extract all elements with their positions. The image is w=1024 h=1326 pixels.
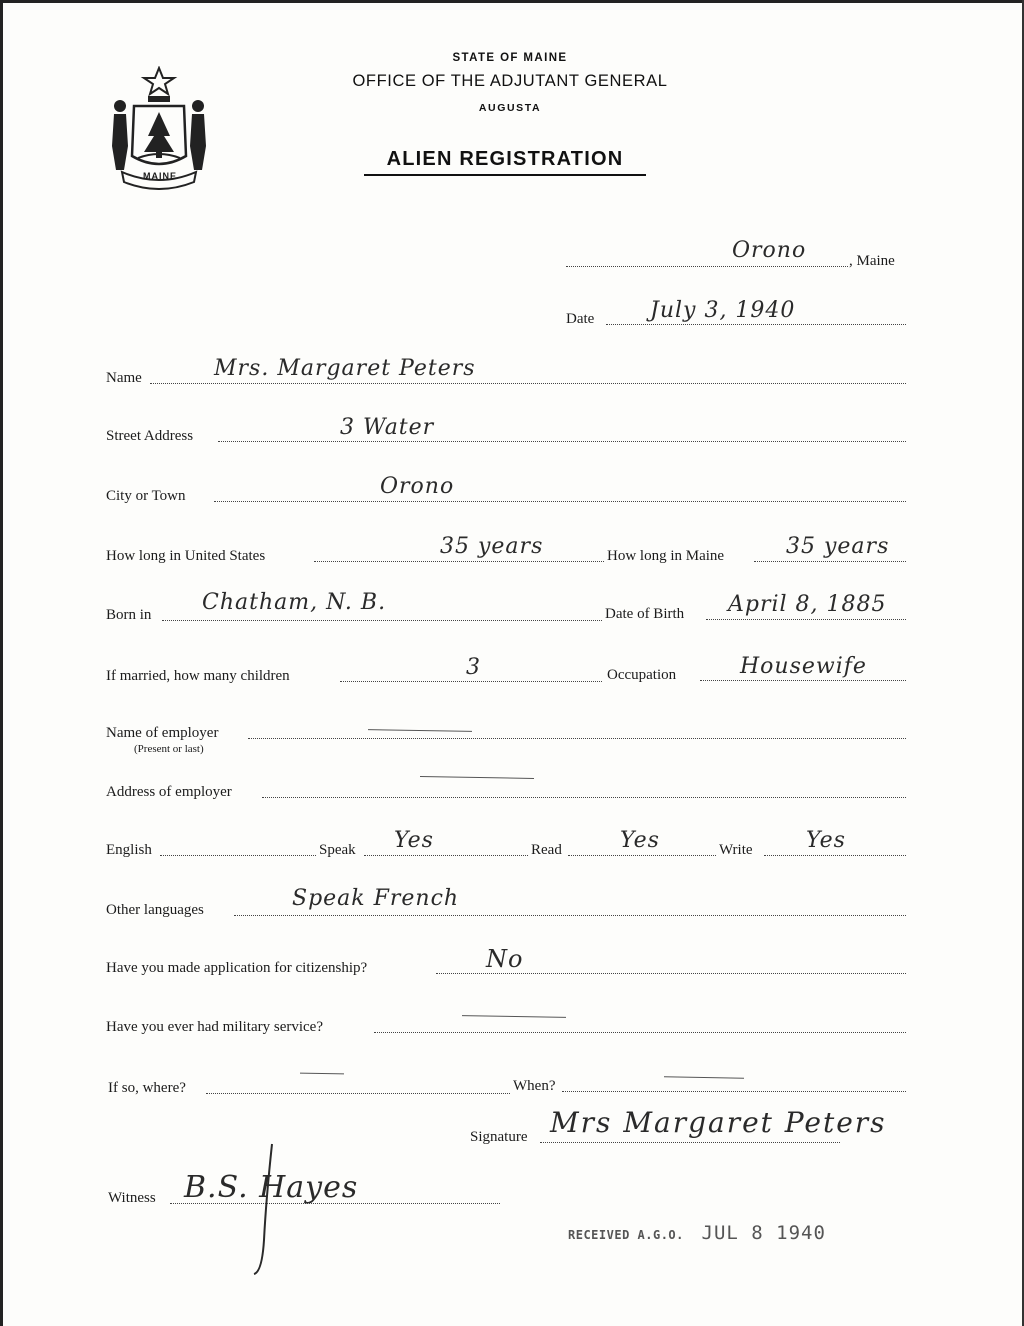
when-line <box>562 1091 906 1092</box>
where-dash <box>300 1073 344 1075</box>
maine-duration-value: 35 years <box>786 534 890 559</box>
name-label: Name <box>106 370 142 386</box>
witness-label: Witness <box>108 1190 156 1206</box>
other-languages-value: Speak French <box>292 886 460 911</box>
children-value: 3 <box>466 655 481 680</box>
maine-duration-line <box>754 561 906 562</box>
witness-flourish <box>248 1140 278 1280</box>
when-dash <box>664 1076 744 1078</box>
name-line <box>150 383 906 384</box>
other-languages-line <box>234 915 906 916</box>
where-line <box>206 1093 510 1094</box>
received-stamp <box>568 1222 826 1244</box>
read-value: Yes <box>620 828 660 853</box>
signature-label: Signature <box>470 1129 528 1145</box>
header-state: STATE OF MAINE <box>452 52 568 64</box>
read-line <box>568 855 716 856</box>
dob-line <box>706 619 906 620</box>
occupation-line <box>700 680 906 681</box>
signature-line <box>540 1142 840 1143</box>
write-value: Yes <box>806 828 846 853</box>
header-city: AUGUSTA <box>478 102 542 114</box>
seal-banner-text: MAINE <box>143 171 177 181</box>
employer-dash <box>368 729 472 732</box>
when-label: When? <box>513 1078 556 1094</box>
write-line <box>764 855 906 856</box>
military-line <box>374 1032 906 1033</box>
dob-value: April 8, 1885 <box>728 592 887 617</box>
english-line <box>160 855 316 856</box>
signature-value: Mrs Margaret Peters <box>550 1106 887 1139</box>
street-label: Street Address <box>106 428 194 444</box>
stamp-prefix: RECEIVED A.G.O. <box>568 1228 684 1242</box>
us-duration-label: How long in United States <box>106 548 266 564</box>
military-label: Have you ever had military service? <box>106 1019 323 1035</box>
employer-label: Name of employer <box>106 725 219 741</box>
street-line <box>218 441 906 442</box>
employer-line <box>248 738 906 739</box>
born-value: Chatham, N. B. <box>202 590 387 615</box>
us-duration-line <box>314 561 604 562</box>
town-suffix-label: , Maine <box>849 253 895 269</box>
date-value: July 3, 1940 <box>650 298 796 323</box>
speak-label: Speak <box>319 842 356 858</box>
witness-signature: B.S. Hayes <box>184 1170 359 1205</box>
street-value: 3 Water <box>340 415 435 440</box>
occupation-value: Housewife <box>740 654 867 679</box>
employer-address-dash <box>420 776 534 779</box>
speak-value: Yes <box>394 828 434 853</box>
other-languages-label: Other languages <box>106 902 204 918</box>
scan-border-top <box>0 0 1024 3</box>
us-duration-value: 35 years <box>440 534 544 559</box>
town-line <box>566 266 848 267</box>
date-line <box>606 324 906 325</box>
scan-border-left <box>0 0 3 1326</box>
born-label: Born in <box>106 607 152 623</box>
citizenship-value: No <box>486 945 524 973</box>
occupation-label: Occupation <box>607 667 677 683</box>
military-dash <box>462 1015 566 1018</box>
name-value: Mrs. Margaret Peters <box>214 356 476 381</box>
citizenship-line <box>436 973 906 974</box>
employer-sublabel: (Present or last) <box>134 743 204 755</box>
children-line <box>340 681 602 682</box>
maine-duration-label: How long in Maine <box>607 548 725 564</box>
employer-address-label: Address of employer <box>106 784 232 800</box>
city-line <box>214 501 906 502</box>
form-title: ALIEN REGISTRATION <box>364 148 646 176</box>
where-label: If so, where? <box>108 1080 186 1096</box>
citizenship-label: Have you made application for citizenship? <box>106 960 368 976</box>
children-label: If married, how many children <box>106 668 290 684</box>
employer-address-line <box>262 797 906 798</box>
born-line <box>162 620 602 621</box>
stamp-date: JUL 8 1940 <box>701 1222 826 1244</box>
date-label: Date <box>566 311 595 327</box>
city-value: Orono <box>380 474 455 499</box>
town-value: Orono <box>732 238 807 263</box>
header-office: OFFICE OF THE ADJUTANT GENERAL <box>352 72 668 90</box>
city-label: City or Town <box>106 488 186 504</box>
english-label: English <box>106 842 152 858</box>
write-label: Write <box>719 842 753 858</box>
speak-line <box>364 855 528 856</box>
read-label: Read <box>531 842 562 858</box>
dob-label: Date of Birth <box>605 606 685 622</box>
